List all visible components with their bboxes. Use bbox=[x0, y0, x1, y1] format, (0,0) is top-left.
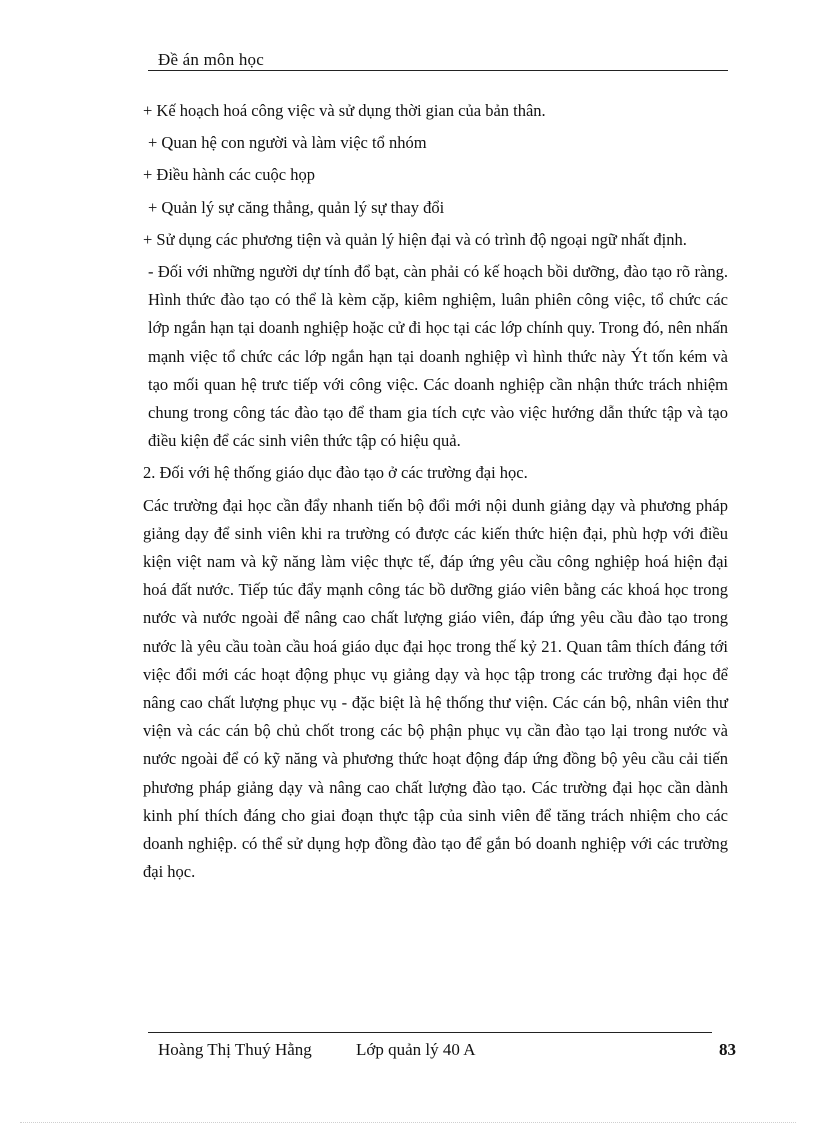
paragraph-universities: Các trường đại học cần đẩy nhanh tiến bộ đổi mới nội dunh giảng dạy và phương pháp giảng dạy để sinh viên khi ra trường có được các kiến thức hiện đại, phù hợp với điều kiện việt nam và kỹ năng làm việc thực tế, đáp ứng yêu cầu công nghiệp hoá hiện đại hoá đất nước. Tiếp túc đẩy mạnh công tác bồ dưỡng giáo viên bằng các khoá học trong nước và nước ngoài để nâng cao chất lượng giáo viên, đáp ứng yêu cầu đào tạo trong nước là yêu cầu toàn cầu hoá giáo dục đại học trong thế kỷ 21. Quan tâm thích đáng tới việc đổi mới các hoạt động phục vụ giảng dạy và học tập trong các trường đại học để nâng cao chất lượng phục vụ - đặc biệt là hệ thống thư viện. Các cán bộ, nhân viên thư viện và các cán bộ chủ chốt trong các bộ phận phục vụ cần đào tạo lại trong nước và nước ngoài để có kỹ năng và phương thức hoạt động đáp ứng đồng bộ yêu cầu cải tiến phương pháp giảng dạy và nâng cao chất lượng đào tạo. Các trường đại học cần dành kinh phí thích đáng cho giai đoạn thực tập của sinh viên để tăng trách nhiệm cho các doanh nghiệp. có thể sử dụng hợp đồng đào tạo để gắn bó doanh nghiệp với các trường đại học. bbox=[143, 495, 728, 882]
header-divider bbox=[148, 70, 728, 71]
bullet-teamwork: + Quan hệ con người và làm việc tổ nhóm bbox=[148, 133, 427, 153]
section-heading-education: 2. Đối với hệ thống giáo dục đào tạo ở các trường đại học. bbox=[143, 463, 528, 483]
footer-class: Lớp quản lý 40 A bbox=[356, 1040, 476, 1059]
bullet-stress-change: + Quản lý sự căng thẳng, quản lý sự thay đổi bbox=[148, 197, 445, 217]
bullet-modern-tools: + Sử dụng các phương tiện và quản lý hiện đại và có trình độ ngoại ngữ nhất định. bbox=[143, 229, 687, 249]
bullet-planning: + Kế hoạch hoá công việc và sử dụng thời gian của bản thân. bbox=[143, 101, 546, 120]
document-header-title: Đề án môn học bbox=[158, 50, 264, 69]
footer-author: Hoàng Thị Thuý Hằng bbox=[158, 1040, 312, 1059]
page-number: 83 bbox=[719, 1040, 736, 1059]
paragraph-training-plan: - Đối với những người dự tính đổ bạt, càn phải có kế hoạch bồi dưỡng, đào tạo rõ ràng. Hình thức đào tạo có thể là kèm cặp, kiêm nghiệm, luân phiên công việc, tổ chức các lớp ngắn hạn tại doanh nghiệp hoặc cử đi học tại các lớp chính quy. Trong đó, nên nhấn mạnh việc tổ chức các lớp ngắn hạn tại doanh nghiệp vì hình thức này Ýt tốn kém và tạo mối quan hệ trưc tiếp với công việc. Các doanh nghiệp cần nhận thức trách nhiệm chung trong công tác đào tạo để tham gia tích cực vào việc hướng dẫn thức tập và tạo điều kiện để các sinh viên thức tập có hiệu quả. bbox=[148, 262, 728, 451]
document-body bbox=[143, 97, 728, 886]
footer-divider bbox=[148, 1032, 712, 1033]
bullet-meetings: + Điều hành các cuộc họp bbox=[143, 165, 315, 185]
